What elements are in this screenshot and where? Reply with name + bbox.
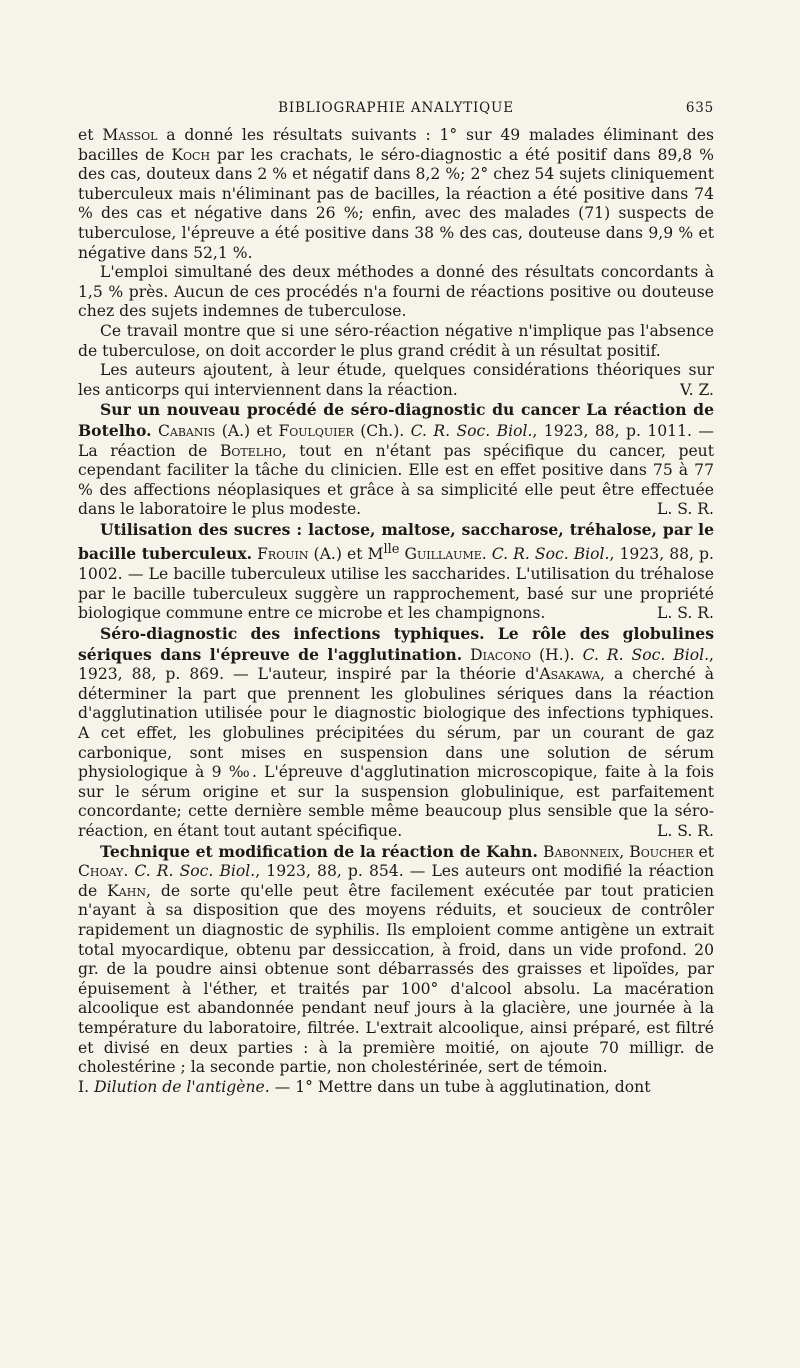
article-title: Sur un nouveau procédé de séro-diagnostic du cancer La réaction de Botelho. bbox=[78, 400, 714, 440]
author-name: Boucher bbox=[629, 842, 694, 861]
author-name: Massol bbox=[102, 126, 158, 144]
reviewer-signature: L. S. R. bbox=[656, 821, 714, 840]
journal-name: C. R. Soc. Biol. bbox=[134, 862, 256, 881]
author-name: Choay bbox=[78, 862, 124, 881]
running-title: BIBLIOGRAPHIE ANALYTIQUE bbox=[278, 100, 514, 116]
author-name: Diacono bbox=[470, 645, 531, 664]
journal-name: C. R. Soc. Biol. bbox=[410, 421, 533, 440]
article-title: Utilisation des sucres : lactose, maltose, saccharose, tréhalose, par le bacille tuberculeux. bbox=[78, 519, 714, 564]
author-name: Babonneix bbox=[543, 842, 620, 861]
article-kahn: Technique et modification de la réaction de Kahn. Babonneix, Boucher et Choay. C. R. Soc. Biol., 1923, 88, p. 854. — Les auteurs ont modifié la réaction de Kahn, de sorte qu'elle peut être facilement exécutée par tout praticien n'ayant à sa disposition que des moyens réduits, et soucieux de contrôler rapidement un diagnostic de syphilis. Ils emploient comme antigène un extrait total myocardique, obtenu par dessiccation, à froid, dans un vide profond. 20 gr. de la poudre ainsi obtenue sont débarrassés des graisses et lipoïdes, par épuisement à l'éther, et traités par 100° d'alcool absolu. La macération alcoolique est abandonnée pendant neuf jours à la glacière, une journée à la température du laboratoire, filtrée. L'extrait alcoolique, ainsi préparé, est filtré et divisé en deux parties : à la première moitié, on ajoute 70 milligr. de cholestérine ; la seconde partie, non cholestérinée, sert de témoin. bbox=[78, 841, 714, 1077]
reviewer-signature: V. Z. bbox=[680, 380, 714, 399]
article-sucres: Utilisation des sucres : lactose, maltose, saccharose, tréhalose, par le bacille tuberculeux. Frouin (A.) et $M^{lle}$ Guillaume. C. R. Soc. Biol., 1923, 88, p. 1002. — Le bacille tuberculeux utilise les saccharides. L'utilisation du tréhalose par le bacille tuberculeux suggère un rapprochement, basé sur une propriété biologique commune entre ce microbe et les champignons. L. S. R. bbox=[78, 519, 714, 623]
page-number: 635 bbox=[685, 100, 714, 116]
page-content bbox=[78, 126, 714, 1097]
running-head bbox=[78, 100, 714, 120]
author-name: Frouin bbox=[257, 545, 309, 564]
paragraph-conclusion: Ce travail montre que si une séro-réaction négative n'implique pas l'absence de tuberculose, on doit accorder le plus grand crédit à un résultat positif. bbox=[78, 321, 714, 360]
article-botelho: Sur un nouveau procédé de séro-diagnostic du cancer La réaction de Botelho. Cabanis (A.) et Foulquier (Ch.). C. R. Soc. Biol., 1923, 88, p. 1011. — La réaction de Botelho, tout en n'étant pas spécifique du cancer, peut cependant faciliter la tâche du clinicien. Elle est en effet positive dans 75 à 77 % des affections néoplasiques et grâce à sa simplicité elle peut être effectuée dans le laboratoire le plus modeste. L. S. R. bbox=[78, 400, 714, 519]
author-name: Guillaume bbox=[399, 545, 482, 564]
reviewer-signature: L. S. R. bbox=[656, 604, 714, 623]
paragraph-results: et Massol a donné les résultats suivants : 1° sur 49 malades éliminant des bacilles de Koch par les crachats, le séro-diagnostic a été positif dans 89,8 % des cas, douteux dans 2 % et négatif dans 8,2 %; 2° chez 54 sujets cliniquement tuberculeux mais n'éliminant pas de bacilles, la réaction a été positive dans 74 % des cas et négative dans 26 %; enfin, avec des malades (71) suspects de tuberculose, l'épreuve a été positive dans 38 % des cas, douteuse dans 9,9 % et négative dans 52,1 %. bbox=[78, 126, 715, 262]
section-label: Dilution de l'antigène. bbox=[94, 1077, 270, 1096]
journal-name: C. R. Soc. Biol. bbox=[582, 645, 710, 664]
paragraph-combined-methods: L'emploi simultané des deux méthodes a donné des résultats concordants à 1,5 % près. Aucun de ces procédés n'a fourni de réactions positive ou douteuse chez des sujets indemnes de tuberculose. bbox=[78, 263, 714, 321]
author-name: Foulquier bbox=[278, 421, 354, 440]
paragraph-dilution: I. Dilution de l'antigène. — 1° Mettre dans un tube à agglutination, dont bbox=[78, 1077, 651, 1096]
article-title: Séro-diagnostic des infections typhiques. Le rôle des globulines sériques dans l'épreuve de l'agglutination. bbox=[78, 624, 714, 664]
author-name: Cabanis bbox=[157, 421, 216, 440]
journal-name: C. R. Soc. Biol. bbox=[491, 545, 610, 564]
paragraph-theory: Les auteurs ajoutent, à leur étude, quelques considérations théoriques sur les anticorps qui interviennent dans la réaction. V. Z. bbox=[78, 361, 714, 399]
article-typhiques: Séro-diagnostic des infections typhiques. Le rôle des globulines sériques dans l'épreuve de l'agglutination. Diacono (H.). C. R. Soc. Biol., 1923, 88, p. 869. — L'auteur, inspiré par la théorie d'Asakawa, a cherché à déterminer la part que prennent les globulines sériques dans la réaction d'agglutination utilisée pour le diagnostic biologique des infections typhiques. A cet effet, les globulines précipitées du sérum, par un courant de gaz carbonique, sont mises en suspension dans une solution de sérum physiologique à 9 ‰. L'épreuve d'agglutination microscopique, faite à la fois sur le sérum origine et sur la suspension globulinique, est parfaitement concordante; cette dernière semble même beaucoup plus sensible que la séro-réaction, en étant tout autant spécifique. L. S. R. bbox=[78, 624, 714, 840]
article-title: Technique et modification de la réaction de Kahn. bbox=[100, 841, 538, 861]
reviewer-signature: L. S. R. bbox=[656, 500, 714, 519]
author-name: Koch bbox=[171, 145, 211, 164]
